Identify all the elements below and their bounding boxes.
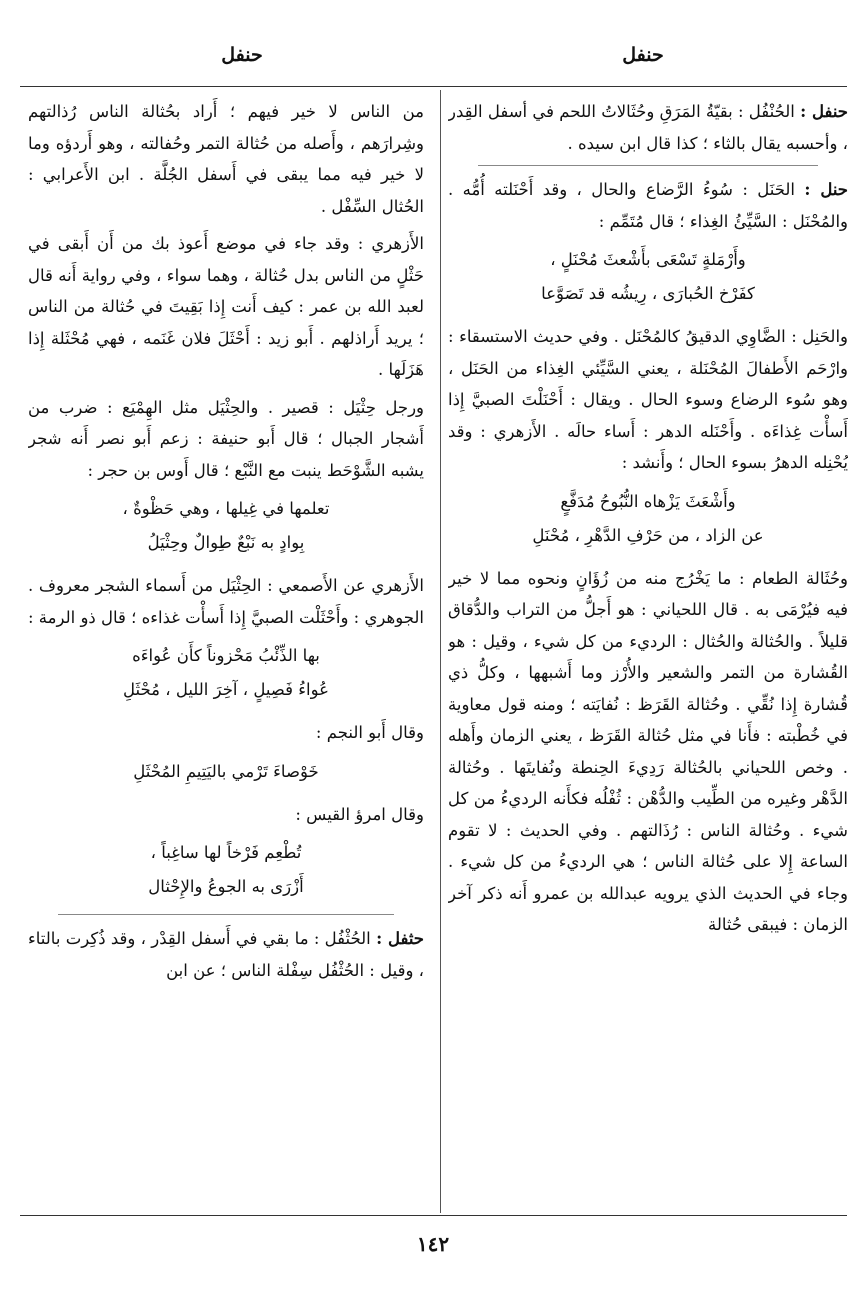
entry-separator xyxy=(478,165,818,166)
right-column xyxy=(448,96,848,1214)
verse xyxy=(28,836,424,904)
paragraph: من الناس لا خير فيهم ؛ أَراد بحُثالة الناس رُذالتهم وشِرارَهم ، وأَصله من حُثالة التمر وحُفالته ، وهو أَردؤه وما لا خير فيه مما يبقى في أَسفل الجُلَّة . ابن الأَعرابي : الحُثال السِّفْل . xyxy=(28,102,424,216)
paragraph: ورجل حِثْيَل : قصير . والحِثْيَل مثل الهِمْيَع : ضرب من أَشجار الجبال ؛ قال أَبو حنيفة : زعم أَبو نصر أَنه شجر يشبه الشَّوْحَط ينبت مع النَّبْع ؛ قال أَوس بن حجر : xyxy=(28,397,424,480)
entry-text: الحُنْفُل : بقيّةُ المَرَقِ وحُثَالاتُ اللحم في أسفل القِدر ، وأحسبه يقال بالثاء ؛ كذا قال ابن سيده . xyxy=(448,102,848,153)
entry-hanfal xyxy=(448,96,848,159)
footer-rule xyxy=(20,1215,847,1216)
header-word-right: حنفل xyxy=(622,44,664,66)
entry-hanal xyxy=(448,174,848,237)
column-divider xyxy=(440,90,441,1213)
verse-line: عُواءُ فَصِيلٍ ، آخِرَ الليل ، مُحْثَلِ xyxy=(123,680,329,699)
verse-line: بها الذِّئْبُ مَحْزوناً كأَن عُواءَه xyxy=(132,646,320,665)
verse-line: تُطْعِم فَرْخاً لها ساغِباً ، xyxy=(150,843,302,862)
header-word-left: حنفل xyxy=(221,44,263,66)
verse-line: تعلمها في غِيلها ، وهي حَظْوةٌ ، xyxy=(122,499,330,518)
header-rule xyxy=(20,86,847,87)
paragraph: الأَزهري : وقد جاء في موضع أَعوذ بك من أَن أَبقى في حَثْلٍ من الناس بدل حُثالة ، وهما سواء ، وفي رواية أَنه قال لعبد الله بن عمر : كيف أَنت إِذا بَقِيتَ في حُثالة من الناس ؛ يريد أَراذلهم . أَبو زيد : أَحْثَلَ فلان غَنَمه ، فهي مُحْثَلة إِذا هَزَلَها . xyxy=(28,234,424,379)
page-number: ١٤٢ xyxy=(416,1232,450,1256)
verse-line: أَزْرَى به الجوعُ والإِحْثال xyxy=(148,877,304,896)
paragraph: وقال أَبو النجم : xyxy=(315,723,424,742)
paragraph: والحَنِل : الضَّاوِي الدقيقُ كالمُحْنَل . وفي حديث الاستسقاء : وارْحَم الأَطفالَ المُحْنَلة ، يعني السَّيِّئي الغِذاء من الحَنَل ، وهو سُوء الرضاع وسوء الحال . ويقال : أَحْنَلْتَ الصبيَّ إِذا أَسأْت غِذاءَه . وأَحْنَله الدهر : أَساء حالَه . الأَزهري : وقد يُحْنِله الدهرُ بسوء الحال ؛ وأَنشد : xyxy=(448,327,848,472)
verse xyxy=(448,485,848,553)
left-column xyxy=(28,96,424,1214)
verse-line: عن الزاد ، من حَرْفِ الدَّهْرِ ، مُحْنَلِ xyxy=(532,525,764,545)
headword: حنل : xyxy=(804,180,848,199)
verse xyxy=(448,243,848,311)
verse-line: وأَرْمَلةٍ تَسْعَى بأَشْعثَ مُحْنَلٍ ، xyxy=(550,250,746,269)
verse-line: بِوادٍ به نَبْعٌ طِوالٌ وحِثْيَلُ xyxy=(147,533,305,552)
paragraph: الأَزهري عن الأَصمعي : الحِثْيَل من أَسماء الشجر معروف . الجوهري : وأَحْثَلْت الصبيَّ إِذا أَسأْت غذاءه ؛ قال ذو الرمة : xyxy=(28,576,424,627)
entry-hathfal xyxy=(28,923,424,986)
headword: حثفل : xyxy=(376,929,424,948)
verse-line: خَوْصاءَ تَرْمي باليَتِيمِ المُحْثَلِ xyxy=(133,761,319,781)
entry-separator xyxy=(58,914,394,915)
entry-text: الحُثْفُل : ما بقي في أَسفل القِدْر ، وقد ذُكِرت بالتاء ، وقيل : الحُثْفُل سِفْلة الناس ؛ عن ابن xyxy=(28,929,424,980)
paragraph: وحُثَالة الطعام : ما يَخْرُج منه من زُؤَانٍ ونحوه مما لا خير فيه فيُرْمَى به . قال اللحياني : هو أَجلُّ من التراب والدُّقاق قليلاً . والحُثالة والحُثال : الرديء من كل شيء ، وقيل : هو القُشارة من التمر والشعير والأُرْز وما أَشبهها ، وكلُّ ذي قُشارة إِذا نُقِّي . وحُثالة القَرَظ : نُفايَته ؛ ومنه قول معاوية في خُطْبته : فأَنا في مثل حُثالة القَرَظ ، يعني الزمان وأَهله . وخص اللحياني بالحُثالة رَدِيءَ الحِنطة ونُفايتَها . وحُثالة الدَّهْر وغيره من الطِّيب والدُّهْن : ثُفْلُه فكأَنه الرديءُ من كل شيء . وحُثالة الناس : رُذَالتهم . وفي الحديث : لا تقوم الساعة إِلا على حُثالة الناس ؛ هي الرديءُ من كل شيء . وجاء في الحديث الذي يرويه عبدالله بن عمرو أَنه ذكر آخر الزمان : فيبقى حُثالة xyxy=(448,568,848,934)
verse xyxy=(28,755,424,789)
paragraph: وقال امرؤ القيس : xyxy=(295,804,424,824)
verse xyxy=(28,492,424,560)
verse-line: وأَشْعَثَ يَزْهاه النُّبُوحُ مُدَفَّعٍ xyxy=(560,491,736,511)
verse xyxy=(28,639,424,707)
verse-line: كفَرْخ الحُبارَى ، رِيشُه قد تَصَوَّعا xyxy=(541,284,755,303)
headword: حنفل : xyxy=(800,102,848,121)
entry-text: الحَنَل : سُوءُ الرَّضاع والحال ، وقد أَحْنَلته أُمُّه . والمُحْنَل : السَّيِّئُ الغِذاء ؛ قال مُتَمِّم : xyxy=(448,180,848,231)
